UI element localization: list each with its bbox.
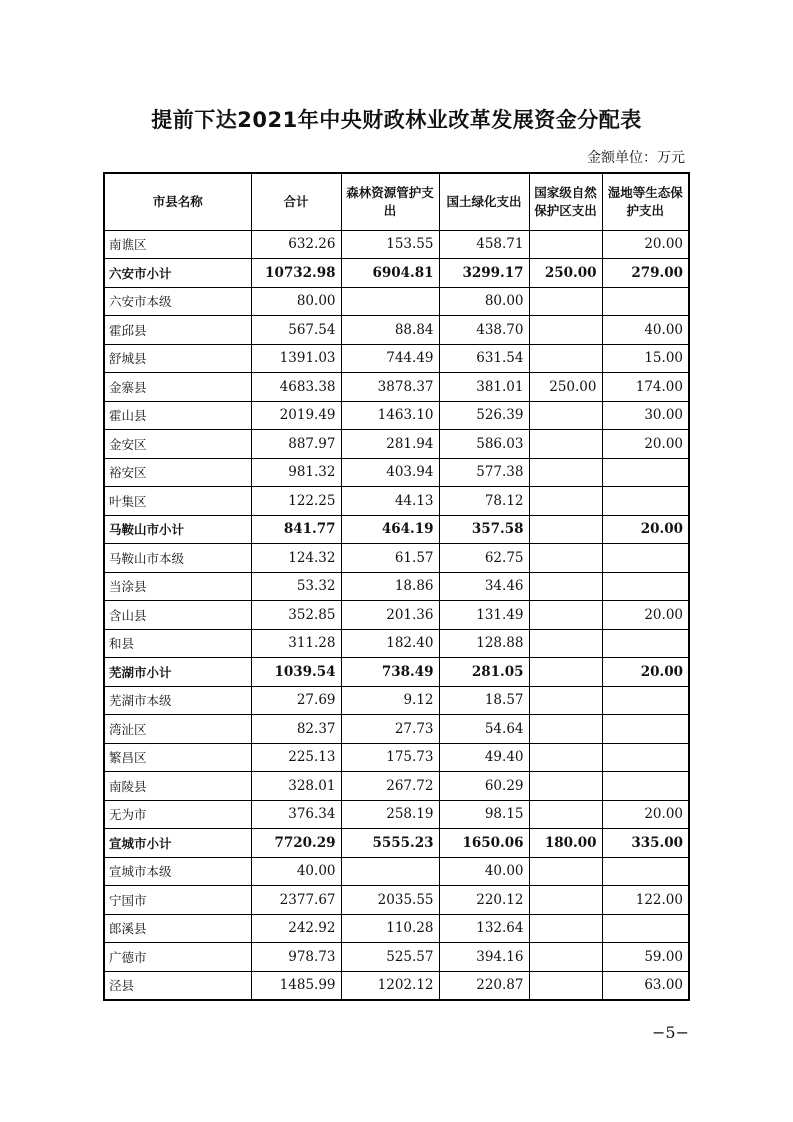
cell-forest: 61.57	[341, 544, 439, 573]
cell-wetland: 122.00	[602, 886, 689, 915]
cell-forest: 525.57	[341, 943, 439, 972]
cell-total: 27.69	[251, 686, 341, 715]
table-row	[104, 401, 689, 430]
cell-reserve	[529, 800, 602, 829]
cell-greening: 586.03	[439, 430, 529, 459]
cell-name: 南陵县	[104, 772, 251, 801]
cell-greening: 281.05	[439, 658, 529, 687]
cell-reserve	[529, 515, 602, 544]
cell-forest: 744.49	[341, 344, 439, 373]
cell-forest: 738.49	[341, 658, 439, 687]
cell-greening: 131.49	[439, 601, 529, 630]
cell-name: 郎溪县	[104, 914, 251, 943]
cell-forest: 88.84	[341, 316, 439, 345]
cell-forest: 1202.12	[341, 971, 439, 1000]
cell-greening: 132.64	[439, 914, 529, 943]
cell-greening: 577.38	[439, 458, 529, 487]
cell-greening: 40.00	[439, 857, 529, 886]
cell-name: 含山县	[104, 601, 251, 630]
cell-name: 广德市	[104, 943, 251, 972]
table-row	[104, 914, 689, 943]
cell-reserve	[529, 715, 602, 744]
cell-forest: 464.19	[341, 515, 439, 544]
table-row	[104, 943, 689, 972]
cell-greening: 438.70	[439, 316, 529, 345]
cell-reserve	[529, 886, 602, 915]
table-row	[104, 857, 689, 886]
cell-forest: 175.73	[341, 743, 439, 772]
cell-reserve	[529, 601, 602, 630]
cell-name: 芜湖市小计	[104, 658, 251, 687]
table-row	[104, 715, 689, 744]
table-row	[104, 458, 689, 487]
cell-reserve	[529, 772, 602, 801]
cell-total: 328.01	[251, 772, 341, 801]
cell-wetland	[602, 715, 689, 744]
cell-forest: 403.94	[341, 458, 439, 487]
cell-name: 宁国市	[104, 886, 251, 915]
cell-total: 567.54	[251, 316, 341, 345]
cell-total: 376.34	[251, 800, 341, 829]
table-row	[104, 629, 689, 658]
cell-forest: 110.28	[341, 914, 439, 943]
cell-forest: 5555.23	[341, 829, 439, 858]
cell-forest: 153.55	[341, 230, 439, 259]
cell-greening: 80.00	[439, 287, 529, 316]
cell-reserve	[529, 230, 602, 259]
table-row	[104, 800, 689, 829]
cell-total: 82.37	[251, 715, 341, 744]
cell-wetland: 15.00	[602, 344, 689, 373]
subtotal-row	[104, 658, 689, 687]
cell-forest: 3878.37	[341, 373, 439, 402]
cell-greening: 98.15	[439, 800, 529, 829]
table-row	[104, 344, 689, 373]
cell-name: 裕安区	[104, 458, 251, 487]
cell-name: 霍山县	[104, 401, 251, 430]
cell-forest: 44.13	[341, 487, 439, 516]
cell-name: 无为市	[104, 800, 251, 829]
cell-greening: 631.54	[439, 344, 529, 373]
cell-reserve	[529, 943, 602, 972]
cell-total: 4683.38	[251, 373, 341, 402]
cell-wetland: 20.00	[602, 515, 689, 544]
cell-total: 7720.29	[251, 829, 341, 858]
cell-total: 311.28	[251, 629, 341, 658]
cell-greening: 49.40	[439, 743, 529, 772]
header-greening: 国土绿化支出	[439, 173, 529, 230]
cell-name: 六安市本级	[104, 287, 251, 316]
cell-name: 宣城市小计	[104, 829, 251, 858]
cell-reserve: 250.00	[529, 259, 602, 288]
cell-total: 1039.54	[251, 658, 341, 687]
cell-wetland	[602, 572, 689, 601]
cell-reserve	[529, 544, 602, 573]
header-name: 市县名称	[104, 173, 251, 230]
cell-greening: 60.29	[439, 772, 529, 801]
cell-forest: 258.19	[341, 800, 439, 829]
cell-wetland: 63.00	[602, 971, 689, 1000]
cell-greening: 34.46	[439, 572, 529, 601]
cell-greening: 62.75	[439, 544, 529, 573]
cell-reserve	[529, 487, 602, 516]
cell-wetland	[602, 458, 689, 487]
table-row	[104, 430, 689, 459]
cell-wetland: 279.00	[602, 259, 689, 288]
cell-wetland: 30.00	[602, 401, 689, 430]
cell-total: 124.32	[251, 544, 341, 573]
cell-reserve	[529, 458, 602, 487]
cell-greening: 220.87	[439, 971, 529, 1000]
cell-forest: 182.40	[341, 629, 439, 658]
header-wetland: 湿地等生态保护支出	[602, 173, 689, 230]
table-body	[104, 230, 689, 1000]
cell-name: 金安区	[104, 430, 251, 459]
cell-name: 繁昌区	[104, 743, 251, 772]
cell-total: 122.25	[251, 487, 341, 516]
cell-reserve	[529, 316, 602, 345]
subtotal-row	[104, 515, 689, 544]
page-number: −5−	[652, 1023, 689, 1042]
cell-name: 湾沚区	[104, 715, 251, 744]
cell-total: 225.13	[251, 743, 341, 772]
unit-label: 金额单位：万元	[587, 150, 685, 166]
cell-wetland	[602, 772, 689, 801]
cell-wetland	[602, 629, 689, 658]
cell-greening: 357.58	[439, 515, 529, 544]
table-row	[104, 601, 689, 630]
table-row	[104, 230, 689, 259]
cell-greening: 1650.06	[439, 829, 529, 858]
cell-reserve	[529, 430, 602, 459]
cell-greening: 128.88	[439, 629, 529, 658]
cell-wetland	[602, 487, 689, 516]
table-row	[104, 886, 689, 915]
cell-forest: 6904.81	[341, 259, 439, 288]
cell-total: 352.85	[251, 601, 341, 630]
cell-reserve	[529, 658, 602, 687]
cell-total: 981.32	[251, 458, 341, 487]
cell-total: 1391.03	[251, 344, 341, 373]
cell-name: 霍邱县	[104, 316, 251, 345]
subtotal-row	[104, 259, 689, 288]
cell-forest: 18.86	[341, 572, 439, 601]
cell-reserve	[529, 401, 602, 430]
header-reserve: 国家级自然保护区支出	[529, 173, 602, 230]
cell-forest: 267.72	[341, 772, 439, 801]
cell-wetland	[602, 686, 689, 715]
cell-forest: 201.36	[341, 601, 439, 630]
cell-name: 泾县	[104, 971, 251, 1000]
cell-total: 2019.49	[251, 401, 341, 430]
cell-greening: 526.39	[439, 401, 529, 430]
cell-wetland	[602, 743, 689, 772]
cell-reserve	[529, 629, 602, 658]
header-forest: 森林资源管护支出	[341, 173, 439, 230]
cell-reserve	[529, 914, 602, 943]
cell-greening: 18.57	[439, 686, 529, 715]
table-row	[104, 373, 689, 402]
cell-name: 宣城市本级	[104, 857, 251, 886]
cell-wetland: 20.00	[602, 601, 689, 630]
table-row	[104, 572, 689, 601]
cell-wetland	[602, 287, 689, 316]
cell-total: 1485.99	[251, 971, 341, 1000]
table-row	[104, 686, 689, 715]
cell-wetland: 174.00	[602, 373, 689, 402]
cell-greening: 54.64	[439, 715, 529, 744]
cell-name: 马鞍山市小计	[104, 515, 251, 544]
cell-greening: 78.12	[439, 487, 529, 516]
cell-reserve	[529, 743, 602, 772]
cell-name: 六安市小计	[104, 259, 251, 288]
cell-reserve	[529, 572, 602, 601]
cell-forest: 9.12	[341, 686, 439, 715]
cell-greening: 381.01	[439, 373, 529, 402]
table-row	[104, 287, 689, 316]
cell-total: 53.32	[251, 572, 341, 601]
cell-wetland: 335.00	[602, 829, 689, 858]
cell-wetland: 20.00	[602, 230, 689, 259]
header-total: 合计	[251, 173, 341, 230]
cell-name: 芜湖市本级	[104, 686, 251, 715]
subtotal-row	[104, 829, 689, 858]
cell-total: 80.00	[251, 287, 341, 316]
cell-wetland: 20.00	[602, 658, 689, 687]
cell-reserve	[529, 971, 602, 1000]
cell-greening: 394.16	[439, 943, 529, 972]
cell-reserve: 250.00	[529, 373, 602, 402]
cell-name: 舒城县	[104, 344, 251, 373]
table-row	[104, 487, 689, 516]
cell-greening: 458.71	[439, 230, 529, 259]
cell-name: 和县	[104, 629, 251, 658]
cell-total: 632.26	[251, 230, 341, 259]
table-header-row	[104, 173, 689, 230]
cell-reserve	[529, 344, 602, 373]
cell-wetland: 59.00	[602, 943, 689, 972]
cell-reserve	[529, 857, 602, 886]
table-row	[104, 743, 689, 772]
cell-name: 南谯区	[104, 230, 251, 259]
cell-total: 10732.98	[251, 259, 341, 288]
cell-name: 金寨县	[104, 373, 251, 402]
cell-wetland	[602, 857, 689, 886]
cell-greening: 220.12	[439, 886, 529, 915]
document-title: 提前下达2021年中央财政林业改革发展资金分配表	[151, 108, 642, 132]
cell-total: 978.73	[251, 943, 341, 972]
cell-forest	[341, 857, 439, 886]
cell-reserve	[529, 686, 602, 715]
cell-wetland	[602, 544, 689, 573]
cell-forest	[341, 287, 439, 316]
table-row	[104, 316, 689, 345]
cell-total: 242.92	[251, 914, 341, 943]
cell-forest: 281.94	[341, 430, 439, 459]
cell-wetland: 20.00	[602, 430, 689, 459]
cell-wetland	[602, 914, 689, 943]
cell-greening: 3299.17	[439, 259, 529, 288]
allocation-table	[103, 172, 690, 1001]
table-row	[104, 971, 689, 1000]
cell-forest: 27.73	[341, 715, 439, 744]
cell-name: 马鞍山市本级	[104, 544, 251, 573]
cell-forest: 1463.10	[341, 401, 439, 430]
cell-total: 841.77	[251, 515, 341, 544]
table-row	[104, 544, 689, 573]
cell-wetland: 20.00	[602, 800, 689, 829]
cell-total: 2377.67	[251, 886, 341, 915]
cell-name: 当涂县	[104, 572, 251, 601]
cell-name: 叶集区	[104, 487, 251, 516]
table-row	[104, 772, 689, 801]
cell-reserve: 180.00	[529, 829, 602, 858]
cell-total: 887.97	[251, 430, 341, 459]
cell-reserve	[529, 287, 602, 316]
cell-forest: 2035.55	[341, 886, 439, 915]
cell-wetland: 40.00	[602, 316, 689, 345]
cell-total: 40.00	[251, 857, 341, 886]
